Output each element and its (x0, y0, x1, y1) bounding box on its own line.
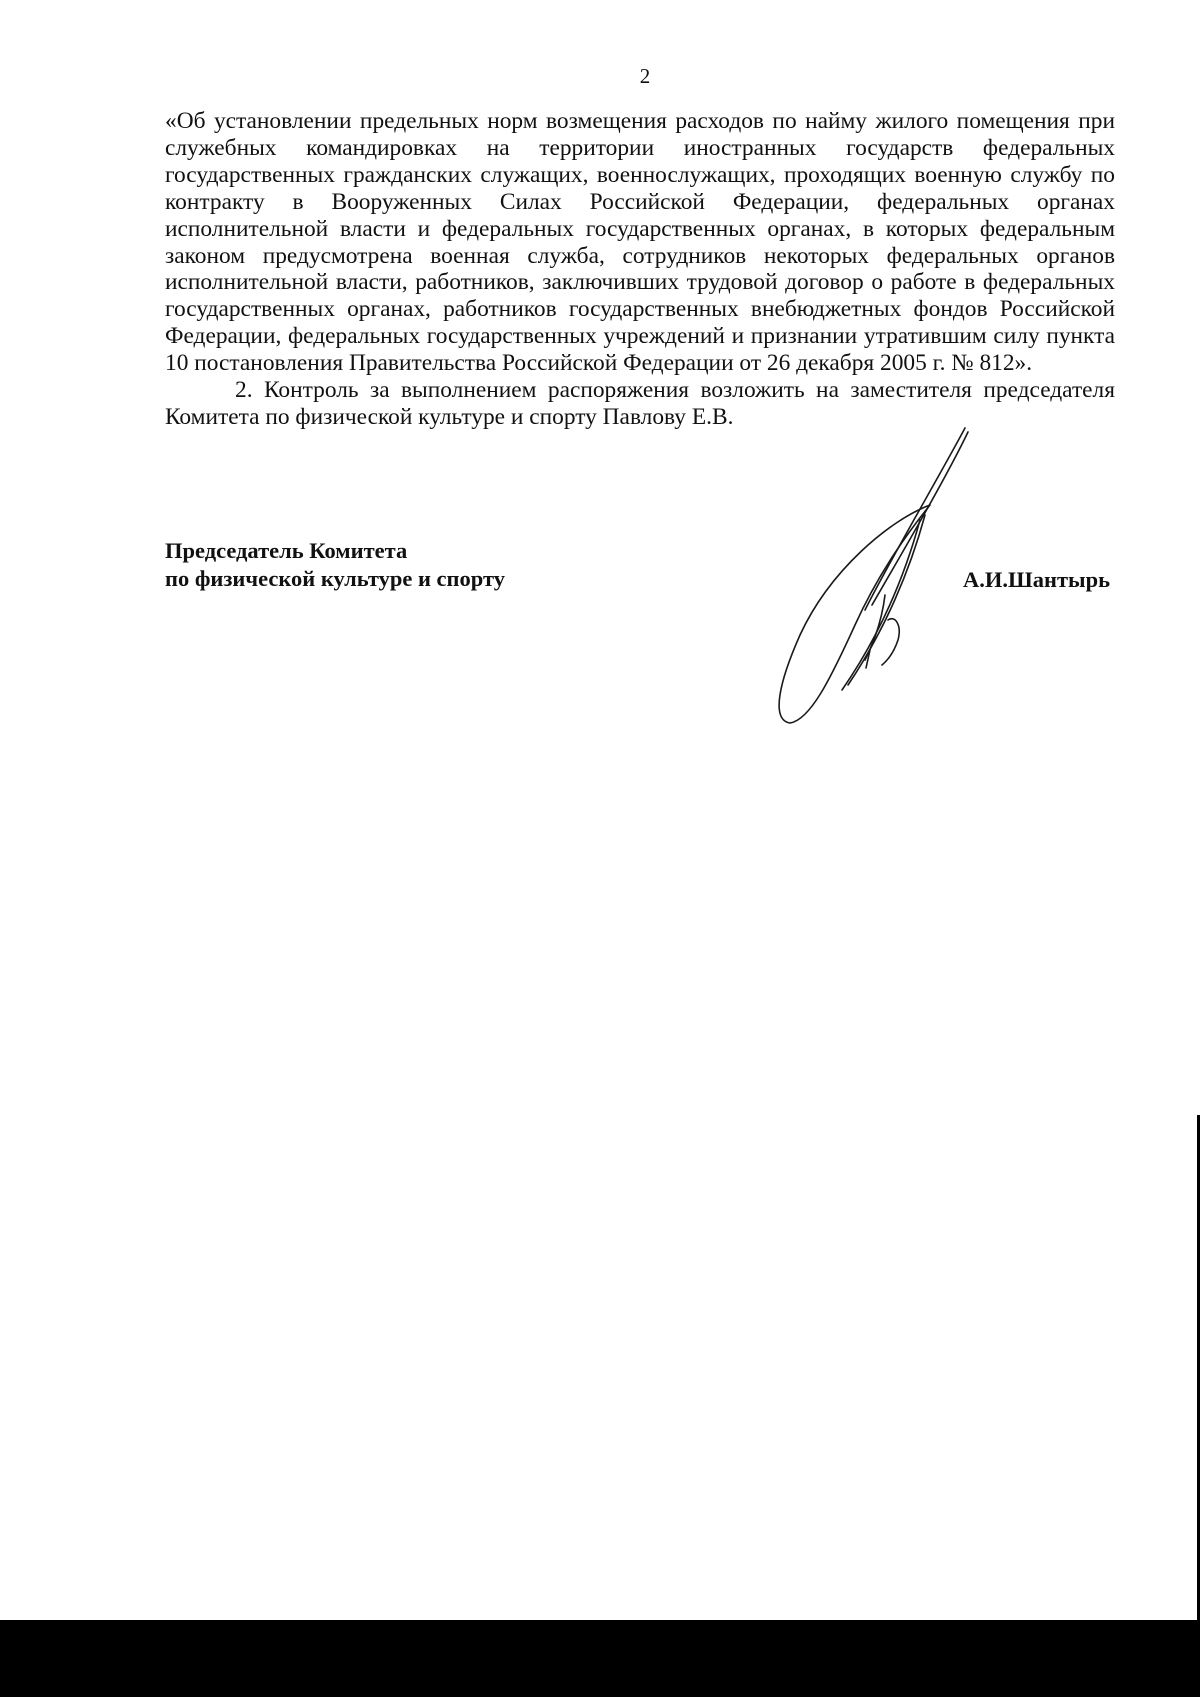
signatory-title-line-1: Председатель Комитета (165, 538, 408, 563)
handwritten-signature-icon (770, 420, 980, 730)
signatory-title-line-2: по физической культуре и спорту (165, 566, 505, 591)
signer-name: А.И.Шантырь (963, 567, 1110, 592)
paragraph-decree-title: «Об установлении предельных норм возмещения расходов по найму жилого помещения при служебных командировках на территории иностранных государств федеральных государственных гражданских служащих, военнослужащих, проходящих военную службу по контракту в Вооруженных Силах Российской Федерации, федеральных органах исполнительной власти и федеральных государственных органах, в которых федеральным законом предусмотрена военная служба, сотрудников некоторых федеральных органов исполнительной власти, работников, заключивших трудовой договор о работе в федеральных государственных органах, работников государственных внебюджетных фондов Российской Федерации, федеральных государственных учреждений и признании утратившим силу пункта 10 постановления Правительства Российской Федерации от 26 декабря 2005 г. № 812». (165, 108, 1115, 377)
document-body (165, 108, 1115, 431)
paragraph-control-clause: 2. Контроль за выполнением распоряжения возложить на заместителя председателя Комитета по физической культуре и спорту Павлову Е.В. (165, 377, 1115, 430)
scan-border-bar (0, 1620, 1200, 1697)
signatory-title (165, 537, 505, 593)
page-number: 2 (639, 64, 651, 88)
